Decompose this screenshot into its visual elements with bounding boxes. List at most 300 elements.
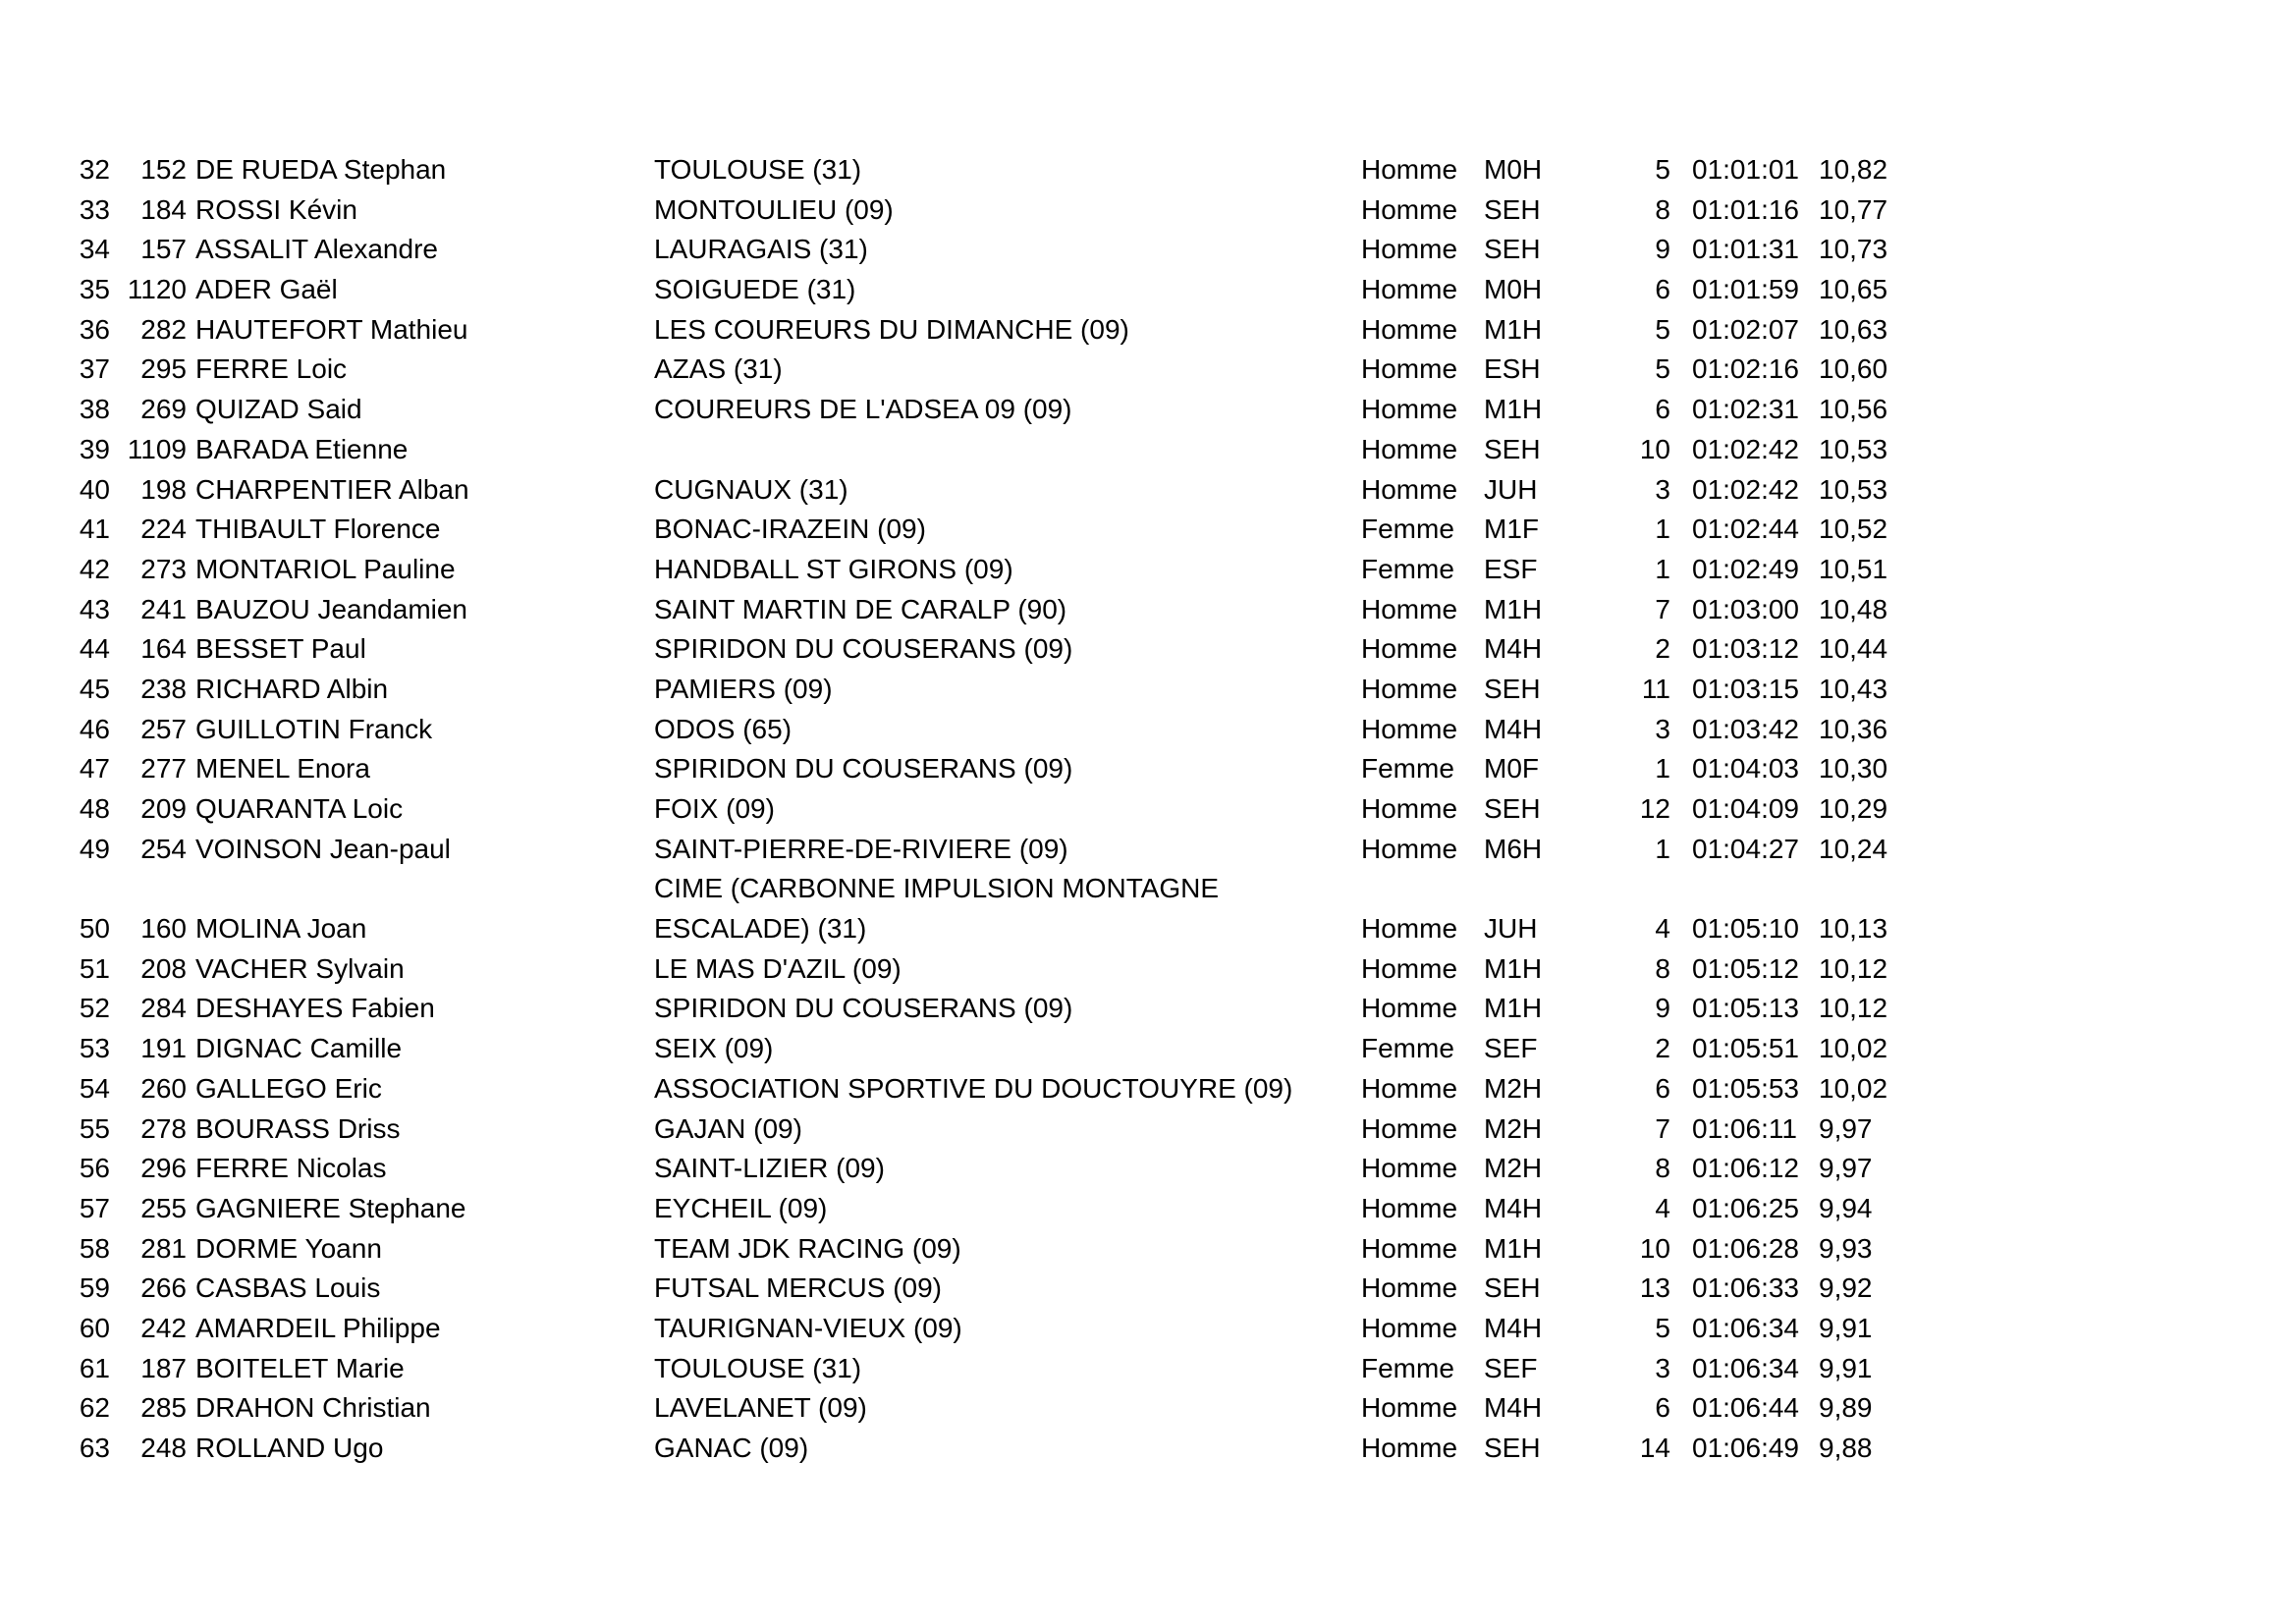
- time-cell: 01:02:07: [1692, 313, 1799, 345]
- club-cell: ASSOCIATION SPORTIVE DU DOUCTOUYRE (09): [654, 1072, 1293, 1104]
- category-rank-cell: 9: [1655, 234, 1670, 265]
- sex-cell: Homme: [1361, 673, 1458, 704]
- category-rank-cell: 7: [1655, 593, 1670, 624]
- bib-cell: 238: [140, 673, 187, 704]
- sex-cell: Homme: [1361, 793, 1458, 824]
- category-rank-cell: 5: [1655, 313, 1670, 345]
- speed-cell: 9,94: [1819, 1192, 1873, 1223]
- bib-cell: 208: [140, 952, 187, 984]
- runner-name-cell: ASSALIT Alexandre: [195, 234, 438, 265]
- rank-cell: 59: [79, 1272, 110, 1304]
- runner-name-cell: RICHARD Albin: [195, 673, 389, 704]
- category-cell: M1H: [1484, 952, 1543, 984]
- rank-cell: 50: [79, 913, 110, 945]
- speed-cell: 10,43: [1819, 673, 1888, 704]
- sex-cell: Homme: [1361, 193, 1458, 225]
- club-cell: GAJAN (09): [654, 1112, 802, 1144]
- time-cell: 01:06:44: [1692, 1392, 1799, 1424]
- club-cell: LAURAGAIS (31): [654, 234, 868, 265]
- runner-name-cell: QUIZAD Said: [195, 394, 362, 425]
- speed-cell: 10,02: [1819, 1033, 1888, 1064]
- speed-cell: 9,91: [1819, 1312, 1873, 1343]
- rank-cell: 41: [79, 514, 110, 545]
- time-cell: 01:01:16: [1692, 193, 1799, 225]
- category-rank-cell: 9: [1655, 993, 1670, 1024]
- bib-cell: 257: [140, 713, 187, 744]
- category-rank-cell: 12: [1639, 793, 1670, 824]
- rank-cell: 34: [79, 234, 110, 265]
- result-row: [77, 1229, 2041, 1270]
- rank-cell: 55: [79, 1112, 110, 1144]
- club-cell: SOIGUEDE (31): [654, 274, 856, 305]
- bib-cell: 273: [140, 553, 187, 584]
- bib-cell: 224: [140, 514, 187, 545]
- runner-name-cell: VACHER Sylvain: [195, 952, 405, 984]
- category-rank-cell: 10: [1639, 433, 1670, 464]
- runner-name-cell: GUILLOTIN Franck: [195, 713, 433, 744]
- category-rank-cell: 1: [1655, 833, 1670, 864]
- sex-cell: Homme: [1361, 633, 1458, 665]
- runner-name-cell: BOURASS Driss: [195, 1112, 401, 1144]
- category-rank-cell: 3: [1655, 1352, 1670, 1383]
- club-cell: HANDBALL ST GIRONS (09): [654, 553, 1013, 584]
- bib-cell: 1109: [127, 433, 187, 464]
- speed-cell: 9,97: [1819, 1112, 1873, 1144]
- club-cell: COUREURS DE L'ADSEA 09 (09): [654, 394, 1072, 425]
- bib-cell: 277: [140, 753, 187, 784]
- result-row: [77, 1269, 2041, 1309]
- category-cell: SEH: [1484, 793, 1541, 824]
- speed-cell: 10,48: [1819, 593, 1888, 624]
- speed-cell: 10,51: [1819, 553, 1888, 584]
- category-rank-cell: 13: [1639, 1272, 1670, 1304]
- result-row: [77, 710, 2041, 750]
- result-row: [77, 949, 2041, 990]
- runner-name-cell: CASBAS Louis: [195, 1272, 381, 1304]
- bib-cell: 284: [140, 993, 187, 1024]
- runner-name-cell: DIGNAC Camille: [195, 1033, 403, 1064]
- category-cell: SEH: [1484, 234, 1541, 265]
- rank-cell: 63: [79, 1433, 110, 1464]
- rank-cell: 35: [79, 274, 110, 305]
- bib-cell: 254: [140, 833, 187, 864]
- result-row: [77, 670, 2041, 710]
- speed-cell: 10,56: [1819, 394, 1888, 425]
- sex-cell: Femme: [1361, 1352, 1454, 1383]
- club-cell: AZAS (31): [654, 353, 783, 385]
- speed-cell: 10,53: [1819, 433, 1888, 464]
- category-rank-cell: 4: [1655, 913, 1670, 945]
- time-cell: 01:02:16: [1692, 353, 1799, 385]
- runner-name-cell: DE RUEDA Stephan: [195, 154, 447, 185]
- category-cell: SEF: [1484, 1352, 1538, 1383]
- time-cell: 01:03:42: [1692, 713, 1799, 744]
- bib-cell: 152: [140, 154, 187, 185]
- sex-cell: Homme: [1361, 1392, 1458, 1424]
- category-cell: M0H: [1484, 274, 1543, 305]
- sex-cell: Homme: [1361, 433, 1458, 464]
- result-row: [77, 1069, 2041, 1109]
- club-cell: FUTSAL MERCUS (09): [654, 1272, 943, 1304]
- speed-cell: 10,29: [1819, 793, 1888, 824]
- time-cell: 01:02:42: [1692, 473, 1799, 505]
- speed-cell: 10,52: [1819, 514, 1888, 545]
- bib-cell: 191: [140, 1033, 187, 1064]
- category-rank-cell: 8: [1655, 193, 1670, 225]
- club-cell: SAINT-LIZIER (09): [654, 1153, 885, 1184]
- speed-cell: 10,24: [1819, 833, 1888, 864]
- club-cell: TOULOUSE (31): [654, 1352, 862, 1383]
- runner-name-cell: BESSET Paul: [195, 633, 366, 665]
- time-cell: 01:05:12: [1692, 952, 1799, 984]
- category-cell: SEH: [1484, 673, 1541, 704]
- category-rank-cell: 4: [1655, 1192, 1670, 1223]
- category-rank-cell: 5: [1655, 154, 1670, 185]
- speed-cell: 10,63: [1819, 313, 1888, 345]
- result-row: [77, 470, 2041, 511]
- sex-cell: Homme: [1361, 1192, 1458, 1223]
- result-row: [77, 590, 2041, 630]
- result-row: [77, 629, 2041, 670]
- category-cell: M2H: [1484, 1153, 1543, 1184]
- category-cell: M4H: [1484, 1192, 1543, 1223]
- rank-cell: 32: [79, 154, 110, 185]
- rank-cell: 44: [79, 633, 110, 665]
- runner-name-cell: BOITELET Marie: [195, 1352, 405, 1383]
- bib-cell: 278: [140, 1112, 187, 1144]
- category-cell: M1H: [1484, 394, 1543, 425]
- runner-name-cell: BAUZOU Jeandamien: [195, 593, 468, 624]
- sex-cell: Homme: [1361, 1072, 1458, 1104]
- time-cell: 01:06:49: [1692, 1433, 1799, 1464]
- sex-cell: Homme: [1361, 1153, 1458, 1184]
- club-cell: LE MAS D'AZIL (09): [654, 952, 902, 984]
- time-cell: 01:03:15: [1692, 673, 1799, 704]
- time-cell: 01:05:53: [1692, 1072, 1799, 1104]
- time-cell: 01:01:31: [1692, 234, 1799, 265]
- category-rank-cell: 6: [1655, 394, 1670, 425]
- sex-cell: Homme: [1361, 1433, 1458, 1464]
- category-rank-cell: 6: [1655, 1072, 1670, 1104]
- result-row: [77, 830, 2041, 870]
- sex-cell: Homme: [1361, 1112, 1458, 1144]
- sex-cell: Homme: [1361, 833, 1458, 864]
- rank-cell: 54: [79, 1072, 110, 1104]
- bib-cell: 242: [140, 1312, 187, 1343]
- rank-cell: 62: [79, 1392, 110, 1424]
- result-row: [77, 390, 2041, 430]
- club-cell: TAURIGNAN-VIEUX (09): [654, 1312, 962, 1343]
- club-cell: TOULOUSE (31): [654, 154, 862, 185]
- bib-cell: 269: [140, 394, 187, 425]
- category-rank-cell: 8: [1655, 952, 1670, 984]
- sex-cell: Femme: [1361, 553, 1454, 584]
- category-cell: M1F: [1484, 514, 1539, 545]
- category-cell: M0F: [1484, 753, 1539, 784]
- category-cell: M1H: [1484, 313, 1543, 345]
- category-rank-cell: 7: [1655, 1112, 1670, 1144]
- time-cell: 01:06:34: [1692, 1312, 1799, 1343]
- result-row: [77, 1309, 2041, 1349]
- rank-cell: 43: [79, 593, 110, 624]
- sex-cell: Homme: [1361, 313, 1458, 345]
- rank-cell: 46: [79, 713, 110, 744]
- bib-cell: 184: [140, 193, 187, 225]
- time-cell: 01:05:10: [1692, 913, 1799, 945]
- speed-cell: 10,77: [1819, 193, 1888, 225]
- runner-name-cell: ADER Gaël: [195, 274, 338, 305]
- category-cell: SEH: [1484, 433, 1541, 464]
- result-row: [77, 749, 2041, 789]
- time-cell: 01:06:12: [1692, 1153, 1799, 1184]
- category-cell: M4H: [1484, 713, 1543, 744]
- time-cell: 01:06:34: [1692, 1352, 1799, 1383]
- sex-cell: Homme: [1361, 593, 1458, 624]
- speed-cell: 10,13: [1819, 913, 1888, 945]
- speed-cell: 10,73: [1819, 234, 1888, 265]
- club-cell: BONAC-IRAZEIN (09): [654, 514, 926, 545]
- runner-name-cell: GALLEGO Eric: [195, 1072, 382, 1104]
- bib-cell: 248: [140, 1433, 187, 1464]
- rank-cell: 53: [79, 1033, 110, 1064]
- runner-name-cell: MONTARIOL Pauline: [195, 553, 456, 584]
- rank-cell: 51: [79, 952, 110, 984]
- rank-cell: 40: [79, 473, 110, 505]
- category-cell: M0H: [1484, 154, 1543, 185]
- runner-name-cell: FERRE Nicolas: [195, 1153, 387, 1184]
- category-rank-cell: 1: [1655, 514, 1670, 545]
- time-cell: 01:06:33: [1692, 1272, 1799, 1304]
- club-cell: PAMIERS (09): [654, 673, 833, 704]
- result-row: [77, 270, 2041, 310]
- result-row: [77, 789, 2041, 830]
- bib-cell: 187: [140, 1352, 187, 1383]
- bib-cell: 164: [140, 633, 187, 665]
- results-table: [77, 150, 2041, 1469]
- time-cell: 01:02:42: [1692, 433, 1799, 464]
- result-row: [77, 1429, 2041, 1469]
- time-cell: 01:04:09: [1692, 793, 1799, 824]
- runner-name-cell: VOINSON Jean-paul: [195, 833, 451, 864]
- rank-cell: 45: [79, 673, 110, 704]
- bib-cell: 198: [140, 473, 187, 505]
- category-cell: M4H: [1484, 1392, 1543, 1424]
- result-row: [77, 1189, 2041, 1229]
- sex-cell: Homme: [1361, 473, 1458, 505]
- result-row: [77, 989, 2041, 1029]
- result-row: [77, 310, 2041, 351]
- category-cell: SEF: [1484, 1033, 1538, 1064]
- time-cell: 01:06:25: [1692, 1192, 1799, 1223]
- time-cell: 01:02:31: [1692, 394, 1799, 425]
- speed-cell: 10,82: [1819, 154, 1888, 185]
- category-rank-cell: 1: [1655, 553, 1670, 584]
- bib-cell: 296: [140, 1153, 187, 1184]
- category-cell: SEH: [1484, 1272, 1541, 1304]
- rank-cell: 36: [79, 313, 110, 345]
- bib-cell: 160: [140, 913, 187, 945]
- runner-name-cell: ROSSI Kévin: [195, 193, 357, 225]
- speed-cell: 9,92: [1819, 1272, 1873, 1304]
- runner-name-cell: DORME Yoann: [195, 1232, 382, 1264]
- time-cell: 01:04:03: [1692, 753, 1799, 784]
- speed-cell: 9,97: [1819, 1153, 1873, 1184]
- sex-cell: Homme: [1361, 274, 1458, 305]
- result-row: [77, 1349, 2041, 1389]
- speed-cell: 10,02: [1819, 1072, 1888, 1104]
- speed-cell: 9,89: [1819, 1392, 1873, 1424]
- rank-cell: 49: [79, 833, 110, 864]
- category-rank-cell: 3: [1655, 473, 1670, 505]
- category-rank-cell: 5: [1655, 353, 1670, 385]
- category-cell: M2H: [1484, 1112, 1543, 1144]
- speed-cell: 10,65: [1819, 274, 1888, 305]
- speed-cell: 10,36: [1819, 713, 1888, 744]
- rank-cell: 33: [79, 193, 110, 225]
- bib-cell: 241: [140, 593, 187, 624]
- category-rank-cell: 11: [1641, 673, 1670, 704]
- category-rank-cell: 14: [1639, 1433, 1670, 1464]
- result-row: [77, 1029, 2041, 1069]
- time-cell: 01:02:44: [1692, 514, 1799, 545]
- speed-cell: 10,53: [1819, 473, 1888, 505]
- runner-name-cell: CHARPENTIER Alban: [195, 473, 469, 505]
- speed-cell: 10,60: [1819, 353, 1888, 385]
- result-row: [77, 550, 2041, 590]
- sex-cell: Homme: [1361, 1312, 1458, 1343]
- time-cell: 01:06:28: [1692, 1232, 1799, 1264]
- club-cell: SPIRIDON DU COUSERANS (09): [654, 993, 1073, 1024]
- category-rank-cell: 3: [1655, 713, 1670, 744]
- sex-cell: Homme: [1361, 353, 1458, 385]
- category-rank-cell: 2: [1655, 1033, 1670, 1064]
- sex-cell: Femme: [1361, 514, 1454, 545]
- runner-name-cell: DESHAYES Fabien: [195, 993, 435, 1024]
- time-cell: 01:02:49: [1692, 553, 1799, 584]
- category-cell: M2H: [1484, 1072, 1543, 1104]
- time-cell: 01:05:51: [1692, 1033, 1799, 1064]
- sex-cell: Femme: [1361, 1033, 1454, 1064]
- speed-cell: 9,93: [1819, 1232, 1873, 1264]
- bib-cell: 285: [140, 1392, 187, 1424]
- rank-cell: 39: [79, 433, 110, 464]
- category-rank-cell: 5: [1655, 1312, 1670, 1343]
- category-cell: M1H: [1484, 1232, 1543, 1264]
- club-cell: SPIRIDON DU COUSERANS (09): [654, 633, 1073, 665]
- bib-cell: 282: [140, 313, 187, 345]
- club-cell: SPIRIDON DU COUSERANS (09): [654, 753, 1073, 784]
- runner-name-cell: MENEL Enora: [195, 753, 370, 784]
- category-cell: SEH: [1484, 193, 1541, 225]
- bib-cell: 209: [140, 793, 187, 824]
- result-row: [77, 1388, 2041, 1429]
- time-cell: 01:03:12: [1692, 633, 1799, 665]
- runner-name-cell: MOLINA Joan: [195, 913, 367, 945]
- rank-cell: 47: [79, 753, 110, 784]
- club-cell: SAINT MARTIN DE CARALP (90): [654, 593, 1067, 624]
- bib-cell: 295: [140, 353, 187, 385]
- rank-cell: 48: [79, 793, 110, 824]
- rank-cell: 38: [79, 394, 110, 425]
- runner-name-cell: HAUTEFORT Mathieu: [195, 313, 468, 345]
- time-cell: 01:01:01: [1692, 154, 1799, 185]
- category-cell: M4H: [1484, 633, 1543, 665]
- result-row: [77, 190, 2041, 231]
- category-cell: JUH: [1484, 473, 1538, 505]
- club-cell: EYCHEIL (09): [654, 1192, 828, 1223]
- speed-cell: 9,88: [1819, 1433, 1873, 1464]
- club-cell: MONTOULIEU (09): [654, 193, 894, 225]
- category-rank-cell: 1: [1655, 753, 1670, 784]
- club-cell: ODOS (65): [654, 713, 793, 744]
- category-cell: M6H: [1484, 833, 1543, 864]
- sex-cell: Homme: [1361, 154, 1458, 185]
- time-cell: 01:01:59: [1692, 274, 1799, 305]
- category-rank-cell: 6: [1655, 1392, 1670, 1424]
- speed-cell: 9,91: [1819, 1352, 1873, 1383]
- category-cell: SEH: [1484, 1433, 1541, 1464]
- bib-cell: 157: [140, 234, 187, 265]
- bib-cell: 1120: [127, 274, 187, 305]
- sex-cell: Homme: [1361, 993, 1458, 1024]
- time-cell: 01:06:11: [1692, 1112, 1797, 1144]
- rank-cell: 37: [79, 353, 110, 385]
- category-cell: M1H: [1484, 593, 1543, 624]
- category-cell: JUH: [1484, 913, 1538, 945]
- category-cell: M1H: [1484, 993, 1543, 1024]
- runner-name-cell: DRAHON Christian: [195, 1392, 431, 1424]
- club-cell: TEAM JDK RACING (09): [654, 1232, 961, 1264]
- runner-name-cell: AMARDEIL Philippe: [195, 1312, 441, 1343]
- bib-cell: 255: [140, 1192, 187, 1223]
- club-cell: FOIX (09): [654, 793, 775, 824]
- time-cell: 01:04:27: [1692, 833, 1799, 864]
- club-cell: CUGNAUX (31): [654, 473, 848, 505]
- result-row: [77, 350, 2041, 390]
- result-row: [77, 510, 2041, 550]
- club-cell: LES COUREURS DU DIMANCHE (09): [654, 313, 1129, 345]
- rank-cell: 56: [79, 1153, 110, 1184]
- rank-cell: 60: [79, 1312, 110, 1343]
- sex-cell: Homme: [1361, 952, 1458, 984]
- speed-cell: 10,12: [1819, 993, 1888, 1024]
- club-cell: SAINT-PIERRE-DE-RIVIERE (09): [654, 833, 1068, 864]
- runner-name-cell: FERRE Loic: [195, 353, 348, 385]
- rank-cell: 58: [79, 1232, 110, 1264]
- runner-name-cell: ROLLAND Ugo: [195, 1433, 384, 1464]
- category-rank-cell: 10: [1639, 1232, 1670, 1264]
- club-cell: SEIX (09): [654, 1033, 774, 1064]
- runner-name-cell: QUARANTA Loic: [195, 793, 404, 824]
- bib-cell: 281: [140, 1232, 187, 1264]
- result-row: [77, 1149, 2041, 1189]
- rank-cell: 61: [79, 1352, 110, 1383]
- sex-cell: Homme: [1361, 1272, 1458, 1304]
- speed-cell: 10,44: [1819, 633, 1888, 665]
- club-cell: CIME (CARBONNE IMPULSION MONTAGNE ESCALADE) (31): [654, 873, 1220, 945]
- sex-cell: Homme: [1361, 1232, 1458, 1264]
- bib-cell: 260: [140, 1072, 187, 1104]
- category-cell: ESF: [1484, 553, 1538, 584]
- runner-name-cell: THIBAULT Florence: [195, 514, 441, 545]
- bib-cell: 266: [140, 1272, 187, 1304]
- category-rank-cell: 8: [1655, 1153, 1670, 1184]
- runner-name-cell: BARADA Etienne: [195, 433, 409, 464]
- category-cell: M4H: [1484, 1312, 1543, 1343]
- sex-cell: Homme: [1361, 394, 1458, 425]
- result-row: [77, 1109, 2041, 1150]
- result-row: [77, 430, 2041, 470]
